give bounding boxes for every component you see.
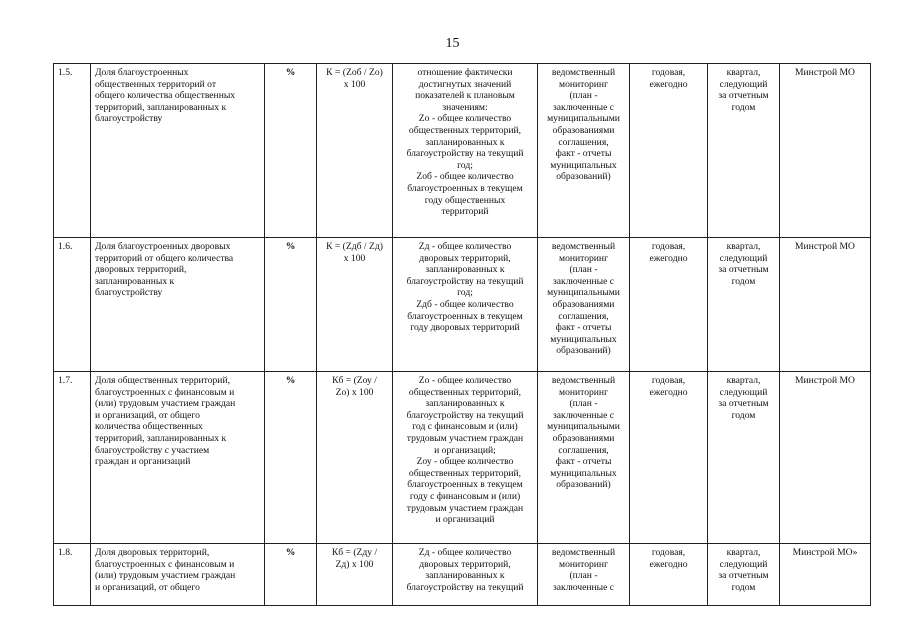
- cell-text-line: образований): [556, 345, 611, 357]
- table-body: [54, 64, 871, 606]
- period-cell: [630, 238, 708, 372]
- deadline-cell: [708, 64, 780, 238]
- cell-text-line: Доля общественных территорий,: [95, 375, 230, 386]
- indicator-name-cell: [91, 544, 265, 606]
- cell-text-line: ежегодно: [649, 78, 688, 90]
- cell-text-line: квартал,: [726, 547, 761, 558]
- cell-text-line: общественных территорий,: [408, 467, 522, 479]
- cell-text-line: значениям:: [442, 101, 488, 113]
- row-number-cell: [54, 238, 91, 372]
- cell-text-line: благоустройству на текущий: [406, 275, 524, 287]
- cell-text-line: муниципальными: [547, 113, 620, 125]
- cell-text-line: Zоу - общее количество: [416, 456, 514, 468]
- unit: %: [285, 67, 296, 78]
- cell-text-line: благоустройству: [95, 287, 163, 299]
- source-cell: [538, 238, 630, 372]
- indicator-name-cell: [91, 238, 265, 372]
- cell-text-line: мониторинг: [559, 558, 608, 570]
- cell-text-line: х 100: [343, 78, 366, 90]
- source-cell: [538, 372, 630, 544]
- cell-text-line: ведомственный: [551, 67, 616, 78]
- cell-text-line: (план -: [569, 398, 598, 410]
- cell-text-line: заключенные с: [552, 275, 614, 287]
- cell-text-line: следующий: [719, 558, 768, 570]
- cell-text-line: общественных территорий,: [408, 124, 522, 136]
- cell-text-line: ведомственный: [551, 375, 616, 386]
- method-cell: [393, 64, 538, 238]
- cell-text-line: Zоб - общее количество: [416, 171, 514, 183]
- cell-text-line: годовая,: [651, 375, 686, 386]
- deadline-cell: [708, 372, 780, 544]
- cell-text-line: следующий: [719, 386, 768, 398]
- cell-text-line: ежегодно: [649, 558, 688, 570]
- cell-text-line: мониторинг: [559, 78, 608, 90]
- cell-text-line: (план -: [569, 264, 598, 276]
- table-row: [54, 64, 871, 238]
- cell-text-line: Кб = (Zду /: [331, 547, 378, 558]
- cell-text-line: году дворовых территорий: [410, 322, 520, 334]
- cell-text-line: благоустройству на текущий: [406, 581, 524, 593]
- cell-text-line: ведомственный: [551, 241, 616, 252]
- period-cell: [630, 544, 708, 606]
- cell-text-line: показателей к плановым: [415, 90, 515, 102]
- cell-text-line: факт - отчеты: [555, 456, 612, 468]
- unit: %: [285, 241, 296, 252]
- responsible-cell: [780, 544, 871, 606]
- cell-text-line: году общественных: [424, 194, 506, 206]
- unit-cell: [265, 64, 317, 238]
- cell-text-line: территорий, запланированных к: [95, 101, 227, 113]
- cell-text-line: Zд - общее количество: [418, 241, 512, 252]
- cell-text-line: Zо - общее количество: [418, 113, 512, 125]
- cell-text-line: запланированных к: [425, 398, 505, 410]
- cell-text-line: за отчетным: [718, 570, 769, 582]
- cell-text-line: годовая,: [651, 241, 686, 252]
- cell-text-line: трудовым участием граждан: [406, 432, 524, 444]
- row-number-cell: [54, 372, 91, 544]
- cell-text-line: муниципальными: [547, 421, 620, 433]
- cell-text-line: образованиями: [552, 298, 615, 310]
- cell-text-line: соглашения,: [558, 136, 609, 148]
- cell-text-line: факт - отчеты: [555, 322, 612, 334]
- row-number: 1.8.: [58, 547, 73, 558]
- unit-cell: [265, 544, 317, 606]
- cell-text-line: ежегодно: [649, 386, 688, 398]
- cell-text-line: квартал,: [726, 67, 761, 78]
- row-number-cell: [54, 544, 91, 606]
- cell-text-line: Доля дворовых территорий,: [95, 547, 210, 558]
- page-number: 15: [445, 36, 460, 51]
- cell-text-line: муниципальных: [550, 159, 617, 171]
- cell-text-line: и организаций, от общего: [95, 581, 200, 593]
- source-cell: [538, 64, 630, 238]
- cell-text-line: благоустроенных в текущем: [407, 479, 523, 491]
- cell-text-line: (или) трудовым участием граждан: [95, 570, 236, 582]
- method-cell: [393, 544, 538, 606]
- unit: %: [285, 547, 296, 558]
- responsible: Минстрой МО: [795, 375, 855, 386]
- cell-text-line: дворовых территорий,: [419, 252, 511, 264]
- cell-text-line: запланированных к: [425, 570, 505, 582]
- cell-text-line: годом: [731, 101, 756, 113]
- row-number: 1.7.: [58, 375, 73, 386]
- cell-text-line: Zд - общее количество: [418, 547, 512, 558]
- responsible-cell: [780, 238, 871, 372]
- cell-text-line: К = (Zдб / Zд): [326, 241, 383, 252]
- cell-text-line: благоустроенных в текущем: [407, 310, 523, 322]
- method-cell: [393, 372, 538, 544]
- cell-text-line: Zдб - общее количество: [416, 298, 514, 310]
- deadline-cell: [708, 238, 780, 372]
- cell-text-line: годовая,: [651, 547, 686, 558]
- cell-text-line: территорий, запланированных к: [95, 432, 227, 444]
- deadline-cell: [708, 544, 780, 606]
- cell-text-line: мониторинг: [559, 252, 608, 264]
- row-number: 1.5.: [58, 67, 73, 78]
- source-cell: [538, 544, 630, 606]
- cell-text-line: годовая,: [651, 67, 686, 78]
- cell-text-line: муниципальными: [547, 287, 620, 299]
- cell-text-line: заключенные с: [552, 101, 614, 113]
- cell-text-line: соглашения,: [558, 310, 609, 322]
- cell-text-line: благоустройству на текущий: [406, 409, 524, 421]
- cell-text-line: благоустройству на текущий: [406, 148, 524, 160]
- period-cell: [630, 64, 708, 238]
- cell-text-line: муниципальных: [550, 467, 617, 479]
- cell-text-line: годом: [731, 275, 756, 287]
- responsible: Минстрой МО: [795, 67, 855, 78]
- cell-text-line: следующий: [719, 252, 768, 264]
- cell-text-line: муниципальных: [550, 333, 617, 345]
- cell-text-line: квартал,: [726, 241, 761, 252]
- cell-text-line: и организаций: [435, 514, 495, 526]
- row-number-cell: [54, 64, 91, 238]
- responsible-cell: [780, 372, 871, 544]
- responsible-cell: [780, 64, 871, 238]
- table-row: [54, 372, 871, 544]
- cell-text-line: Доля благоустроенных: [95, 67, 189, 78]
- cell-text-line: Кб = (Zоу /: [332, 375, 377, 386]
- indicator-name-cell: [91, 64, 265, 238]
- formula-cell: [317, 372, 393, 544]
- cell-text-line: общего количества общественных: [95, 90, 236, 102]
- cell-text-line: дворовых территорий,: [419, 558, 511, 570]
- cell-text-line: и организаций;: [434, 444, 496, 456]
- unit-cell: [265, 372, 317, 544]
- responsible: Минстрой МО: [795, 241, 855, 252]
- method-cell: [393, 238, 538, 372]
- table-row: [54, 238, 871, 372]
- cell-text-line: количества общественных: [95, 421, 203, 433]
- cell-text-line: граждан и организаций: [95, 456, 191, 468]
- cell-text-line: образований): [556, 479, 611, 491]
- cell-text-line: (план -: [569, 90, 598, 102]
- cell-text-line: следующий: [719, 78, 768, 90]
- cell-text-line: общественных территорий от: [95, 78, 217, 90]
- cell-text-line: год с финансовым и (или): [412, 421, 518, 433]
- cell-text-line: квартал,: [726, 375, 761, 386]
- cell-text-line: году с финансовым и (или): [409, 490, 521, 502]
- cell-text-line: годом: [731, 581, 756, 593]
- cell-text-line: дворовых территорий,: [95, 264, 187, 276]
- period-cell: [630, 372, 708, 544]
- cell-text-line: ежегодно: [649, 252, 688, 264]
- cell-text-line: за отчетным: [718, 398, 769, 410]
- cell-text-line: факт - отчеты: [555, 148, 612, 160]
- formula-cell: [317, 64, 393, 238]
- cell-text-line: за отчетным: [718, 264, 769, 276]
- cell-text-line: и организаций, от общего: [95, 409, 200, 421]
- cell-text-line: благоустроенных в текущем: [407, 182, 523, 194]
- cell-text-line: соглашения,: [558, 444, 609, 456]
- cell-text-line: Zд) х 100: [335, 558, 374, 570]
- cell-text-line: (план -: [569, 570, 598, 582]
- cell-text-line: х 100: [343, 252, 366, 264]
- unit-cell: [265, 238, 317, 372]
- cell-text-line: территорий: [441, 206, 489, 218]
- unit: %: [285, 375, 296, 386]
- cell-text-line: достигнутых значений: [418, 78, 512, 90]
- cell-text-line: запланированных к: [425, 264, 505, 276]
- cell-text-line: Zо - общее количество: [418, 375, 512, 386]
- cell-text-line: образований): [556, 171, 611, 183]
- cell-text-line: за отчетным: [718, 90, 769, 102]
- formula-cell: [317, 544, 393, 606]
- indicators-table: [53, 63, 871, 606]
- responsible: Минстрой МО»: [792, 547, 858, 558]
- cell-text-line: (или) трудовым участием граждан: [95, 398, 236, 410]
- cell-text-line: Zо) х 100: [335, 386, 374, 398]
- table-row: [54, 544, 871, 606]
- cell-text-line: год;: [457, 287, 473, 299]
- cell-text-line: годом: [731, 409, 756, 421]
- cell-text-line: запланированных к: [95, 275, 175, 287]
- cell-text-line: мониторинг: [559, 386, 608, 398]
- cell-text-line: образованиями: [552, 124, 615, 136]
- cell-text-line: общественных территорий,: [408, 386, 522, 398]
- formula-cell: [317, 238, 393, 372]
- cell-text-line: благоустройству с участием: [95, 444, 210, 456]
- cell-text-line: заключенные с: [552, 581, 614, 593]
- cell-text-line: ведомственный: [551, 547, 616, 558]
- cell-text-line: благоустроенных с финансовым и: [95, 558, 235, 570]
- cell-text-line: благоустроенных с финансовым и: [95, 386, 235, 398]
- cell-text-line: благоустройству: [95, 113, 163, 125]
- cell-text-line: заключенные с: [552, 409, 614, 421]
- cell-text-line: трудовым участием граждан: [406, 502, 524, 514]
- row-number: 1.6.: [58, 241, 73, 252]
- cell-text-line: К = (Zоб / Zо): [326, 67, 383, 78]
- cell-text-line: отношение фактически: [417, 67, 513, 78]
- cell-text-line: Доля благоустроенных дворовых: [95, 241, 231, 252]
- cell-text-line: запланированных к: [425, 136, 505, 148]
- cell-text-line: территорий от общего количества: [95, 252, 234, 264]
- indicator-name-cell: [91, 372, 265, 544]
- cell-text-line: год;: [457, 159, 473, 171]
- cell-text-line: образованиями: [552, 432, 615, 444]
